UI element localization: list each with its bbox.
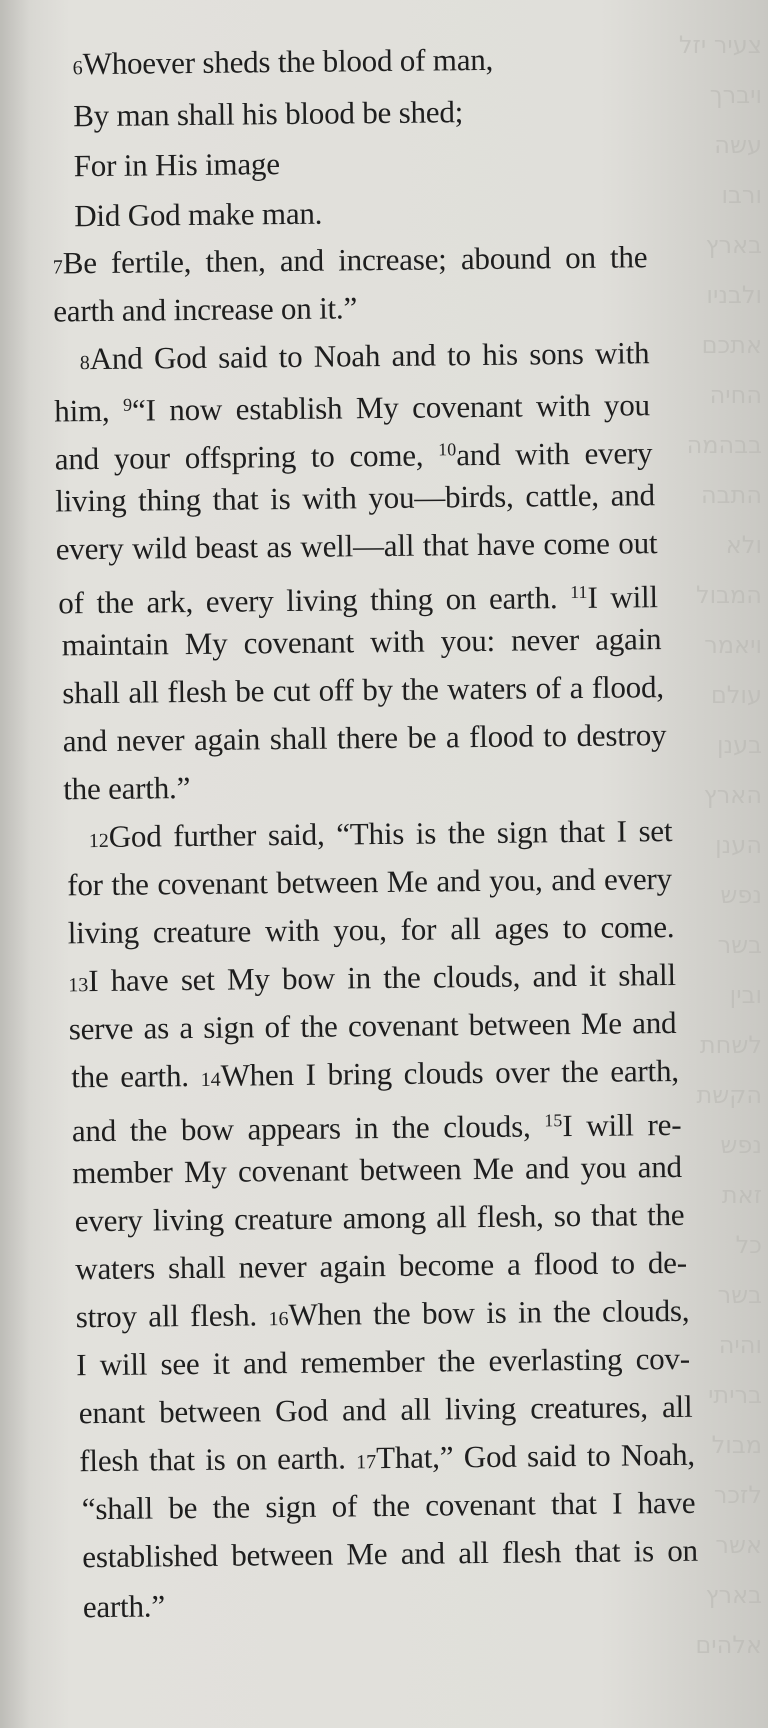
- verse-text: God further said, “This is the sign that I set: [108, 813, 673, 854]
- verse-text: When I bring clouds over the earth,: [220, 1052, 679, 1093]
- verse-text: for the covenant between Me and you, and every: [67, 861, 673, 903]
- verse-text: established between Me and all flesh that is on: [82, 1532, 699, 1575]
- verse-number: 17: [356, 1451, 377, 1474]
- verse-number: 14: [200, 1068, 221, 1091]
- text-line: [69, 1003, 677, 1049]
- verse-text: the earth.: [71, 1057, 201, 1095]
- verse-text: I will see it and remember the everlasting cov-: [76, 1340, 691, 1383]
- verse-number: 9: [122, 394, 133, 415]
- text-line: [83, 1586, 165, 1627]
- text-line: [74, 144, 280, 186]
- text-line: [73, 92, 463, 136]
- verse-number: 8: [79, 352, 90, 375]
- text-line: [74, 194, 322, 237]
- text-line: [55, 475, 655, 521]
- text-line: [79, 1387, 693, 1433]
- text-line: [63, 768, 190, 809]
- verse-number: 10: [438, 439, 457, 460]
- verse-text: waters shall never again become a flood to de-: [75, 1244, 688, 1287]
- verse-number: 6: [72, 57, 83, 80]
- verse-text: member My covenant between Me and you and: [72, 1148, 683, 1191]
- text-line: [58, 571, 658, 623]
- verse-text: I will re-: [562, 1106, 682, 1144]
- verse-text: “shall be the sign of the covenant that I have: [81, 1484, 696, 1527]
- text-line: [68, 955, 676, 1005]
- text-line: [62, 667, 664, 713]
- text-line: [54, 379, 650, 431]
- verse-text: stroy all flesh.: [75, 1297, 269, 1335]
- verse-number: 11: [570, 581, 588, 603]
- verse-text: living creature with you, for all ages to come.: [67, 908, 675, 951]
- verse-text: shall all flesh be cut off by the waters of a flood,: [62, 669, 665, 711]
- verse-text: “I now establish My covenant with you: [131, 387, 651, 428]
- verse-text: I have set My bow in the clouds, and it shall: [88, 956, 677, 999]
- verse-text: Did God make man.: [74, 195, 323, 234]
- verse-text: When the bow is in the clouds,: [288, 1292, 690, 1333]
- text-line: [53, 288, 357, 331]
- verse-number: 13: [68, 974, 89, 997]
- text-line: [82, 1531, 698, 1577]
- text-line: [71, 1051, 679, 1101]
- text-line: [55, 427, 653, 479]
- text-line: [82, 1483, 696, 1529]
- verse-number: 12: [88, 829, 109, 853]
- text-line: [62, 619, 662, 665]
- text-line: [53, 237, 648, 287]
- verse-text: earth.”: [82, 1588, 166, 1625]
- text-line: [80, 333, 650, 383]
- verse-text: earth and increase on it.”: [53, 290, 358, 329]
- verse-text: and your offspring to come,: [54, 437, 439, 477]
- verse-text: and the bow appears in the clouds,: [71, 1108, 545, 1149]
- bleed-through-hebrew: צעיר יזל ויברך עשה ורבו בארץ ולבניו אתכם החיה בבהמה התבה ולא המבול ויאמר עולם בענן הארץ הענן נפש בשר ובין לשחת הקשת נפש זאת כל בשר והיה בריתי מבול לזכר אשר בארץ אלהים: [678, 31, 762, 1659]
- verse-text: Be fertile, then, and increase; abound on the: [62, 239, 648, 281]
- verse-text: I will: [587, 579, 659, 615]
- verse-text: and with every: [456, 435, 653, 473]
- verse-number: 15: [544, 1110, 563, 1131]
- verse-number: 7: [52, 256, 63, 279]
- verse-text: enant between God and all living creatures, all: [78, 1388, 693, 1431]
- verse-text: flesh that is on earth.: [79, 1440, 357, 1479]
- verse-text: serve as a sign of the covenant between Me and: [68, 1004, 677, 1047]
- text-line: [75, 1195, 685, 1241]
- verse-number: 16: [268, 1308, 289, 1331]
- verse-text: By man shall his blood be shed;: [73, 94, 464, 134]
- text-line: [56, 523, 658, 569]
- verse-text: That,” God said to Noah,: [375, 1436, 696, 1476]
- verse-text: of the ark, every living thing on earth.: [58, 580, 571, 621]
- text-line: [72, 1147, 682, 1193]
- verse-text: maintain My covenant with you: never again: [61, 621, 662, 663]
- text-line: [67, 859, 672, 905]
- verse-text: every wild beast as well—all that have come out: [55, 525, 658, 567]
- text-line: [76, 1339, 690, 1385]
- text-line: [63, 715, 667, 761]
- verse-text: the earth.”: [63, 770, 191, 807]
- text-line: [72, 1099, 682, 1151]
- text-line: [79, 1435, 695, 1485]
- verse-text: and never again shall there be a flood to destroy: [62, 717, 667, 759]
- text-line: [89, 811, 673, 861]
- verse-text: Whoever sheds the blood of man,: [82, 41, 494, 82]
- text-line: [68, 907, 675, 953]
- verse-text: him,: [54, 392, 124, 429]
- verse-text: And God said to Noah and to his sons with: [89, 335, 650, 377]
- text-line: [72, 40, 493, 88]
- verse-text: living thing that is with you—birds, cattle, and: [55, 477, 656, 519]
- text-line: [76, 1291, 690, 1341]
- text-line: [75, 1243, 687, 1289]
- verse-text: For in His image: [73, 146, 280, 184]
- verse-text: every living creature among all flesh, so that the: [74, 1196, 685, 1239]
